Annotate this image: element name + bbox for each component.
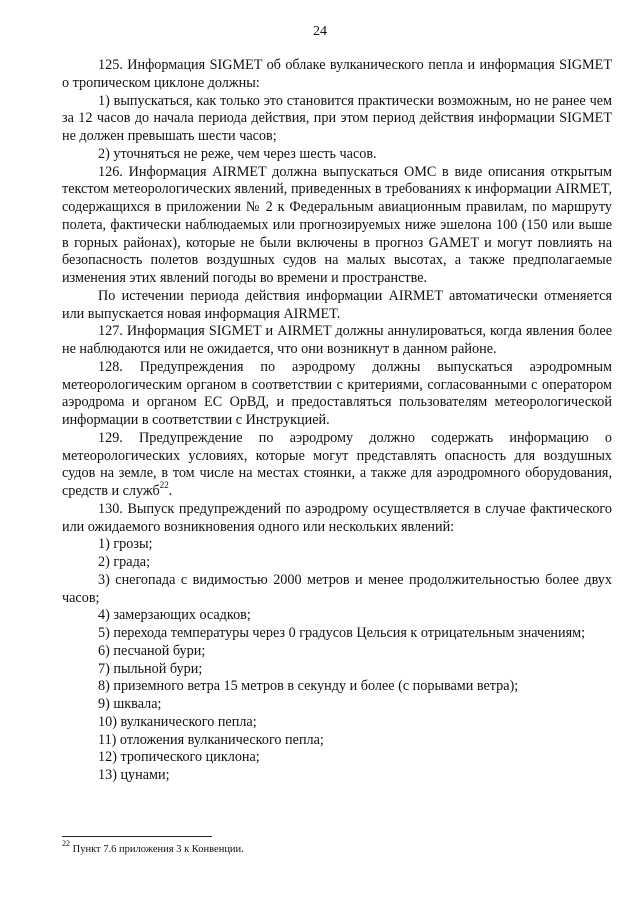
paragraph-125-item-2: 2) уточняться не реже, чем через шесть часов. (98, 145, 377, 162)
paragraph-125: 125. Информация SIGMET об облаке вулканического пепла и информация SIGMET о тропическом циклоне должны: (62, 57, 612, 91)
page-number: 24 (313, 24, 327, 39)
list-item: 12) тропического циклона; (98, 749, 260, 766)
footnote-reference: 22 (159, 480, 169, 491)
list-item: 13) цунами; (98, 767, 170, 783)
paragraph-127: 127. Информация SIGMET и AIRMET должны аннулироваться, когда явления более не наблюдаются или не ожидается, что они возникнут в данном районе. (62, 323, 612, 357)
footnote-marker: 22 (62, 838, 70, 848)
list-item: 2) града; (98, 554, 151, 570)
paragraph-130: 130. Выпуск предупреждений по аэродрому осуществляется в случае фактического или ожидаемого возникновения одного или нескольких явлений: (62, 500, 612, 535)
list-item: 9) шквала; (98, 696, 162, 712)
footnote (62, 838, 612, 856)
paragraph-126: 126. Информация AIRMET должна выпускаться ОМС в виде описания открытым текстом метеорологических явлений, приведенных в требованиях к информации AIRMET, содержащихся в приложении № 2 к Федеральным авиационным правилам, по маршруту полета, фактически наблюдаемых или прогнозируемых ниже эшелона 100 (150 или выше в горных районах), которые не были включены в прогноз GAMET и могут повлиять на безопасность полетов воздушных судов на малых высотах, а также предполагаемые изменения этих явлений погоды во времени и пространстве. (62, 163, 612, 286)
list-item: 10) вулканического пепла; (98, 713, 257, 730)
list-item: 7) пыльной бури; (98, 660, 203, 677)
paragraph-128: 128. Предупреждения по аэродрому должны выпускаться аэродромным метеорологическим органом в соответствии с критериями, согласованными с оператором аэродрома и органом ЕС ОрВД, и предоставляться пользователям метеорологической информации в соответствии с Инструкцией. (62, 358, 612, 428)
list-item: 5) перехода температуры через 0 градусов Цельсия к отрицательным значениям; (98, 625, 586, 641)
list-item: 1) грозы; (98, 536, 153, 553)
list-item: 6) песчаной бури; (98, 642, 206, 659)
paragraph-125-item-1: 1) выпускаться, как только это становится практически возможным, но не ранее чем за 12 часов до начала периода действия, при этом период действия информации SIGMET не должен превышать шести часов; (62, 92, 612, 144)
list-item: 4) замерзающих осадков; (98, 607, 251, 624)
paragraph-129-end: . (168, 483, 173, 499)
list-item: 8) приземного ветра 15 метров в секунду и более (с порывами ветра); (98, 678, 519, 695)
footnote-divider (62, 836, 212, 837)
paragraph-129-text: 129. Предупреждение по аэродрому должно содержать информацию о метеорологических условиях, которые могут представлять опасность для воздушных судов на земле, в том числе на местах стоянки, а также для аэродромного оборудования, средств и служб (62, 429, 612, 499)
list-item: 11) отложения вулканического пепла; (98, 731, 324, 748)
list-item: 3) снегопада с видимостью 2000 метров и менее продолжительностью более двух часов; (62, 571, 612, 606)
document-body (62, 57, 612, 785)
footnote-text: Пункт 7.6 приложения 3 к Конвенции. (72, 844, 244, 855)
paragraph-129 (62, 430, 612, 501)
paragraph-126-continuation: По истечении периода действия информации AIRMET автоматически отменяется или выпускается новая информация AIRMET. (62, 287, 612, 322)
